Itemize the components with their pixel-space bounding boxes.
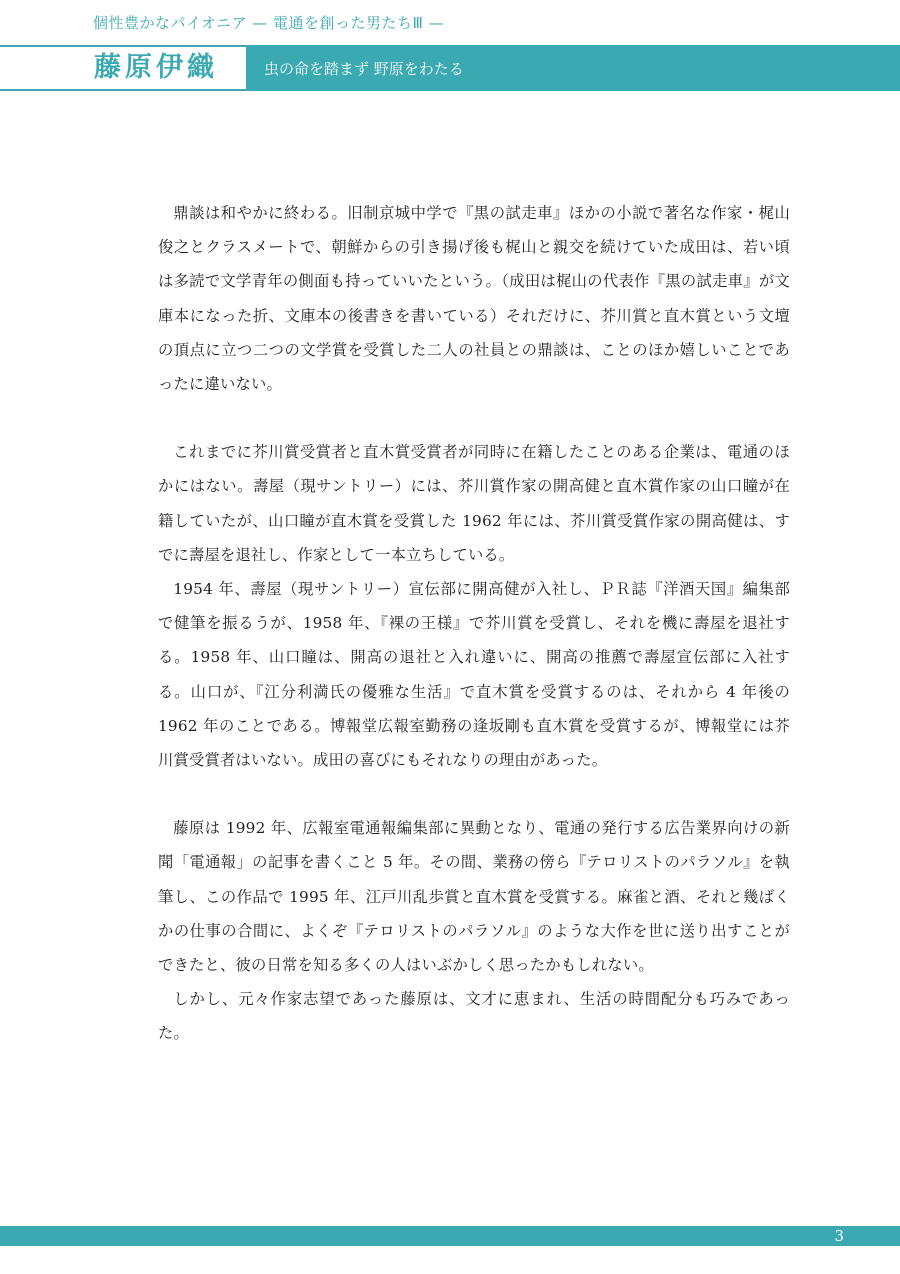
footer-bar bbox=[0, 1226, 900, 1246]
paragraph: 鼎談は和やかに終わる。旧制京城中学で『黒の試走車』ほかの小説で著名な作家・梶山俊之とクラスメートで、朝鮮からの引き揚げ後も梶山と親交を続けていた成田は、若い頃は多読で文学青年の側面も持っていいたという。（成田は梶山の代表作『黒の試走車』が文庫本になった折、文庫本の後書きを書いている）それだけに、芥川賞と直木賞という文壇の頂点に立つ二つの文学賞を受賞した二人の社員との鼎談は、ことのほか嬉しいことであったに違いない。 bbox=[158, 204, 790, 394]
chapter-subtitle: 虫の命を踏まず 野原をわたる bbox=[264, 60, 464, 78]
paragraph: しかし、元々作家志望であった藤原は、文才に恵まれ、生活の時間配分も巧みであった。 bbox=[158, 990, 790, 1043]
paragraph-gap bbox=[158, 777, 790, 811]
article-body bbox=[158, 196, 790, 1051]
paragraph: 藤原は 1992 年、広報室電通報編集部に異動となり、電通の発行する広告業界向けの新聞「電通報」の記事を書くこと 5 年。その間、業務の傍ら『テロリストのパラソル』を執筆し、この作品で 1995 年、江戸川乱歩賞と直木賞を受賞する。麻雀と酒、それと幾ばくかの仕事の合間に、よくぞ『テロリストのパラソル』のような大作を世に送り出すことができたと、彼の日常を知る多くの人はいぶかしく思ったかもしれない。 bbox=[158, 819, 790, 975]
subtitle-band bbox=[248, 47, 900, 91]
paragraph-gap bbox=[158, 401, 790, 435]
paragraph: 1954 年、壽屋（現サントリー）宣伝部に開高健が入社し、ＰＲ誌『洋酒天国』編集部で健筆を振るうが、1958 年、『裸の王様』で芥川賞を受賞し、それを機に壽屋を退社する。1958 年、山口瞳は、開高の退社と入れ違いに、開高の推薦で壽屋宣伝部に入社する。山口が、『江分利満氏の優雅な生活』で直木賞を受賞するのは、それから 4 年後の 1962 年のことである。博報堂広報室勤務の逢坂剛も直木賞を受賞するが、博報堂には芥川賞受賞者はいない。成田の喜びにもそれなりの理由があった。 bbox=[158, 580, 790, 770]
person-name: 藤原伊織 bbox=[94, 52, 218, 83]
header-bar bbox=[0, 47, 900, 91]
series-title: 個性豊かなパイオニア — 電通を創った男たちⅢ — bbox=[93, 14, 445, 32]
page-number: 3 bbox=[834, 1227, 844, 1245]
paragraph: これまでに芥川賞受賞者と直木賞受賞者が同時に在籍したことのある企業は、電通のほかにはない。壽屋（現サントリー）には、芥川賞作家の開高健と直木賞作家の山口瞳が在籍していたが、山口瞳が直木賞を受賞した 1962 年には、芥川賞受賞作家の開高健は、すでに壽屋を退社し、作家として一本立ちしている。 bbox=[158, 443, 790, 564]
